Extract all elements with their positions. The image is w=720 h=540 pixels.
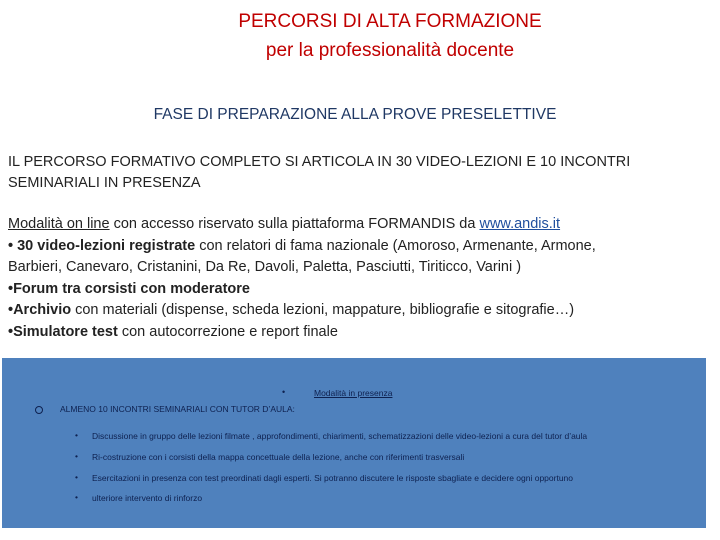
bullet-archivio-bold: •Archivio	[8, 302, 72, 318]
bullet-icon: •	[75, 430, 78, 440]
bullet-videolezioni-bold: • 30 video-lezioni registrate	[8, 237, 196, 254]
bullet-icon: •	[282, 387, 286, 397]
online-mode-text: con accesso riservato sulla piattaforma FORMANDIS da	[109, 216, 480, 232]
presence-item-text: ulteriore intervento di rinforzo	[92, 493, 203, 503]
online-mode-line	[8, 214, 708, 236]
presence-mode-label: Modalità in presenza	[314, 388, 393, 398]
presence-item-text: Esercitazioni in presenza con test preordinati dagli esperti. Si potranno discutere le risposte sbagliate e decidere ogni opportuno	[92, 473, 574, 483]
presence-item	[75, 452, 464, 462]
bullet-forum	[8, 279, 708, 301]
online-section	[8, 214, 708, 343]
presence-item-text: Ri-costruzione con i corsisti della mappa concettuale della lezione, anche con riferimenti trasversali	[92, 452, 465, 462]
andis-link[interactable]: www.andis.it	[479, 216, 561, 232]
presence-heading: ALMENO 10 INCONTRI SEMINARIALI CON TUTOR D’AULA:	[60, 404, 295, 414]
bullet-archivio	[8, 300, 708, 322]
presence-item	[75, 431, 587, 441]
presence-item	[75, 473, 573, 483]
circle-bullet-icon	[35, 406, 43, 414]
online-mode-label: Modalità on line	[8, 216, 110, 232]
bullet-forum-bold: •Forum tra corsisti con moderatore	[8, 280, 250, 297]
bullet-icon: •	[75, 472, 78, 482]
bullet-icon: •	[75, 451, 78, 461]
bullet-simulatore	[8, 322, 708, 344]
section-subtitle: FASE DI PREPARAZIONE ALLA PROVE PRESELETTIVE	[153, 106, 557, 123]
presence-item-text: Discussione in gruppo delle lezioni filmate , approfondimenti, chiarimenti, schematizzazioni delle video-lezioni a cura del tutor d’aula	[92, 431, 588, 441]
presence-item	[75, 493, 202, 503]
bullet-videolezioni-text: con relatori di fama nazionale (Amoroso, Armenante, Armone,	[195, 237, 596, 254]
bullet-simulatore-text: con autocorrezione e report finale	[117, 323, 338, 340]
bullet-videolezioni-cont: Barbieri, Canevaro, Cristanini, Da Re, Davoli, Paletta, Pasciutti, Tiriticco, Varini )	[8, 259, 522, 275]
page-title: PERCORSI DI ALTA FORMAZIONE	[238, 11, 542, 32]
presence-panel	[2, 358, 706, 528]
intro-text: IL PERCORSO FORMATIVO COMPLETO SI ARTICOLA IN 30 VIDEO-LEZIONI E 10 INCONTRI SEMINARIALI IN PRESENZA	[8, 154, 631, 191]
bullet-videolezioni	[8, 236, 708, 258]
bullet-simulatore-bold: •Simulatore test	[8, 323, 118, 340]
bullet-archivio-text: con materiali (dispense, scheda lezioni, mappature, bibliografie e sitografie…)	[71, 302, 575, 318]
presence-mode	[282, 387, 393, 398]
page-title-line2: per la professionalità docente	[265, 40, 515, 61]
bullet-icon: •	[75, 492, 78, 502]
